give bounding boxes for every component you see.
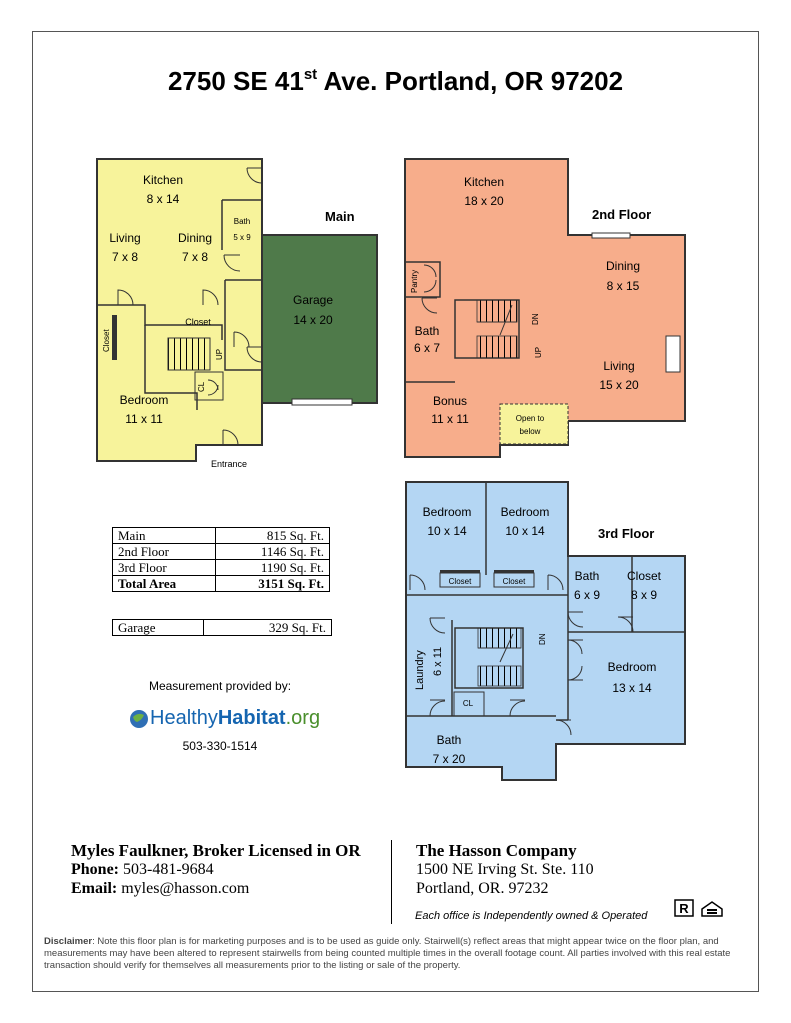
main-closet-label: Closet (185, 317, 211, 327)
open-to-below-line2: below (519, 427, 541, 436)
bonus-name: Bonus (432, 394, 468, 408)
agent-phone: 503-481-9684 (123, 861, 214, 878)
third-bedroom1-name: Bedroom (422, 505, 472, 519)
open-to-below-area (500, 404, 568, 444)
second-living-name: Living (603, 359, 635, 373)
garage-row: Garage 329 Sq. Ft. (113, 620, 332, 636)
company-block (416, 841, 594, 898)
second-floor-label: 2nd Floor (592, 207, 652, 222)
area-row: Main 815 Sq. Ft. (113, 528, 330, 544)
third-bath2-name: Bath (436, 733, 462, 747)
third-closet-label-1: Closet (448, 577, 472, 586)
main-floor-outline (97, 159, 262, 461)
second-floor-plan (405, 159, 685, 457)
laundry-size: 6 x 11 (432, 646, 444, 676)
agent-email: myles@hasson.com (121, 880, 250, 897)
area-row: 2nd Floor 1146 Sq. Ft. (113, 544, 330, 560)
contact-divider (391, 840, 392, 924)
svg-text:R: R (679, 901, 689, 916)
second-up-label: UP (534, 346, 543, 358)
realtor-equal-housing-icon (674, 899, 726, 921)
main-cl-label: CL (197, 381, 206, 392)
area-total-row: Total Area 3151 Sq. Ft. (113, 576, 330, 592)
second-dining-size: 8 x 15 (606, 279, 640, 293)
garage-size: 14 x 20 (293, 313, 333, 327)
third-bedroom3-name: Bedroom (607, 660, 657, 674)
third-closet-size: 8 x 9 (630, 588, 658, 602)
third-floor-label: 3rd Floor (598, 526, 655, 541)
independent-office-note: Each office is Independently owned & Operated (415, 910, 648, 922)
main-bedroom-name: Bedroom (119, 393, 169, 407)
third-cl-label: CL (462, 699, 474, 708)
second-dining-name: Dining (605, 259, 641, 273)
measurement-credit: Measurement provided by: (148, 679, 292, 693)
company-address-2: Portland, OR. 97232 (416, 880, 549, 897)
main-living-name: Living (109, 231, 141, 245)
garage-name: Garage (292, 293, 334, 307)
third-dn-label: DN (538, 633, 547, 645)
main-up-label: UP (215, 348, 224, 360)
open-to-below-line1: Open to (515, 414, 545, 423)
measurement-phone: 503-330-1514 (182, 739, 258, 753)
second-kitchen-size: 18 x 20 (464, 194, 504, 208)
second-kitchen-name: Kitchen (463, 175, 505, 189)
area-row: 3rd Floor 1190 Sq. Ft. (113, 560, 330, 576)
third-bedroom3-size: 13 x 14 (612, 681, 652, 695)
main-kitchen-size: 8 x 14 (146, 192, 180, 206)
agent-name: Myles Faulkner, Broker Licensed in OR (71, 841, 361, 860)
area-table (112, 527, 330, 592)
company-address-1: 1500 NE Irving St. Ste. 110 (416, 861, 594, 878)
main-floor-label: Main (325, 209, 355, 224)
garage-area-table (112, 619, 332, 636)
bonus-size: 11 x 11 (431, 412, 469, 426)
page-title: 2750 SE 41st Ave. Portland, OR 97202 (167, 66, 624, 96)
third-bedroom2-size: 10 x 14 (505, 524, 545, 538)
second-dn-label: DN (531, 313, 540, 325)
main-side-closet-label: Closet (102, 329, 111, 352)
third-bath1-size: 6 x 9 (573, 588, 601, 602)
company-name: The Hasson Company (416, 841, 577, 860)
third-closet-name: Closet (626, 569, 662, 583)
third-bath2-size: 7 x 20 (432, 752, 466, 766)
main-bath-size: 5 x 9 (233, 233, 251, 242)
main-bedroom-size: 11 x 11 (125, 412, 163, 426)
second-bath-size: 6 x 7 (413, 341, 441, 355)
third-bedroom1-size: 10 x 14 (427, 524, 467, 538)
third-floor-plan (406, 482, 685, 780)
main-kitchen-name: Kitchen (142, 173, 184, 187)
pantry-label: Pantry (410, 269, 419, 293)
third-bedroom2-name: Bedroom (500, 505, 550, 519)
third-closet-label-2: Closet (502, 577, 526, 586)
third-bath1-name: Bath (574, 569, 600, 583)
disclaimer: Disclaimer: Note this floor plan is for marketing purposes and is to be used as guide only. Stairwell(s) reflect areas that might appear twice on the floor plan, and measurements may have been altered to represent stairwells from being counted multiple times in the overall footage count. All parties involved with this real estate transaction should verify for themselves all measurements prior to the listing or sale of the property. (44, 936, 731, 971)
main-dining-size: 7 x 8 (181, 250, 209, 264)
second-living-size: 15 x 20 (599, 378, 639, 392)
second-bath-name: Bath (414, 324, 440, 338)
main-floor-plan (97, 159, 377, 469)
main-dining-name: Dining (177, 231, 213, 245)
entrance-label: Entrance (210, 459, 248, 469)
main-living-size: 7 x 8 (111, 250, 139, 264)
laundry-name: Laundry (414, 650, 426, 690)
main-bath-name: Bath (233, 217, 251, 226)
garage-door (292, 399, 352, 405)
healthy-habitat-logo: HealthyHabitat.org (150, 707, 321, 729)
agent-block: Myles Faulkner, Broker Licensed in OR Phone: 503-481-9684 Email: myles@hasson.com (71, 841, 361, 897)
